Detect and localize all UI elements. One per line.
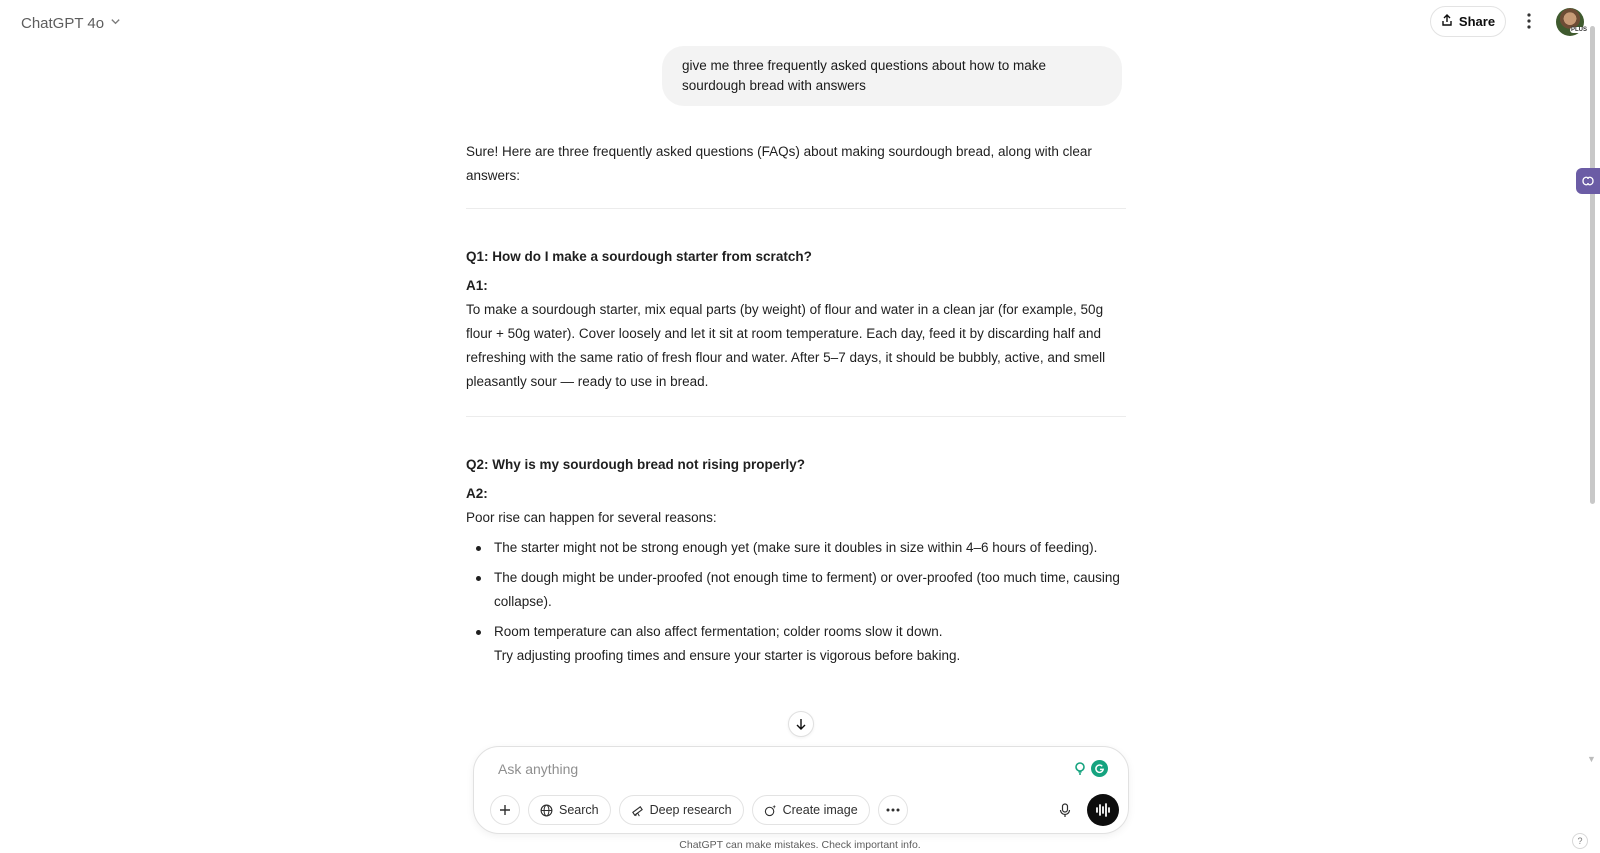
faq-question-2: Q2: Why is my sourdough bread not rising properly? [466,457,806,472]
plan-badge: PLUS [1571,27,1588,33]
model-name: ChatGPT 4o [21,14,105,32]
composer-toolbar [490,795,908,825]
chevron-down-icon [110,16,121,30]
dictate-button[interactable] [1052,797,1078,823]
more-options-button[interactable] [1518,8,1540,34]
divider [466,208,1126,209]
list-item-text: Room temperature can also affect fermentation; colder rooms slow it down. [494,624,943,639]
prompt-input[interactable] [498,757,1018,781]
faq-bullet-list [466,536,1126,668]
user-message: give me three frequently asked questions about how to make sourdough bread with answers [662,46,1122,106]
microphone-icon [1059,803,1071,818]
ellipsis-icon [886,808,900,812]
create-image-label: Create image [782,803,858,817]
list-item [466,620,1126,668]
faq-answer-label-1: A1: [466,278,488,293]
assistant-intro: Sure! Here are three frequently asked questions (FAQs) about making sourdough bread, along with clear answers: [466,144,1092,183]
search-button[interactable] [528,795,611,825]
telescope-icon [631,804,644,817]
extension-side-tab[interactable] [1576,168,1600,194]
list-item: The starter might not be strong enough yet (make sure it doubles in size within 4–6 hours of feeding). [466,536,1126,560]
arrow-down-icon [795,718,807,730]
create-image-button[interactable] [752,795,870,825]
assistant-message [466,140,1126,674]
scrollbar-thumb[interactable] [1590,26,1595,504]
share-button[interactable] [1430,6,1506,37]
help-button[interactable]: ? [1572,833,1588,849]
model-selector[interactable] [12,10,130,36]
attach-button[interactable] [490,795,520,825]
kebab-icon [1527,13,1531,29]
voice-mode-button[interactable] [1087,794,1119,826]
faq-answer-intro-2: Poor rise can happen for several reasons: [466,510,717,525]
scroll-to-bottom-button[interactable] [788,711,814,737]
faq-question-1: Q1: How do I make a sourdough starter from scratch? [466,249,812,264]
composer [473,746,1129,834]
brain-icon [1580,174,1596,188]
lightbulb-icon[interactable] [1072,761,1088,777]
plus-icon [499,804,511,816]
share-icon [1441,14,1453,29]
deep-research-label: Deep research [649,803,732,817]
list-item: The dough might be under-proofed (not enough time to ferment) or over-proofed (too much time, causing collapse). [466,566,1126,614]
waveform-icon [1095,803,1111,817]
grammarly-icon[interactable] [1091,760,1108,777]
divider [466,416,1126,417]
list-item-tip: Try adjusting proofing times and ensure your starter is vigorous before baking. [494,648,961,663]
more-tools-button[interactable] [878,795,908,825]
faq-answer-1: To make a sourdough starter, mix equal parts (by weight) of flour and water in a clean jar (for example, 50g flour + 50g water). Cover loosely and let it sit at room temperature. Each day, feed it by discarding half and refreshing with the same ratio of fresh flour and water. After 5–7 days, it should be bubbly, active, and smell pleasantly sour — ready to use in bread. [466,302,1106,389]
share-label: Share [1458,14,1496,29]
image-sparkle-icon [764,804,777,817]
deep-research-button[interactable] [619,795,744,825]
search-label: Search [559,803,599,817]
disclaimer: ChatGPT can make mistakes. Check important info. [679,839,921,851]
globe-icon [540,804,553,817]
scroll-down-arrow-icon[interactable]: ▼ [1587,754,1596,764]
faq-answer-label-2: A2: [466,486,488,501]
